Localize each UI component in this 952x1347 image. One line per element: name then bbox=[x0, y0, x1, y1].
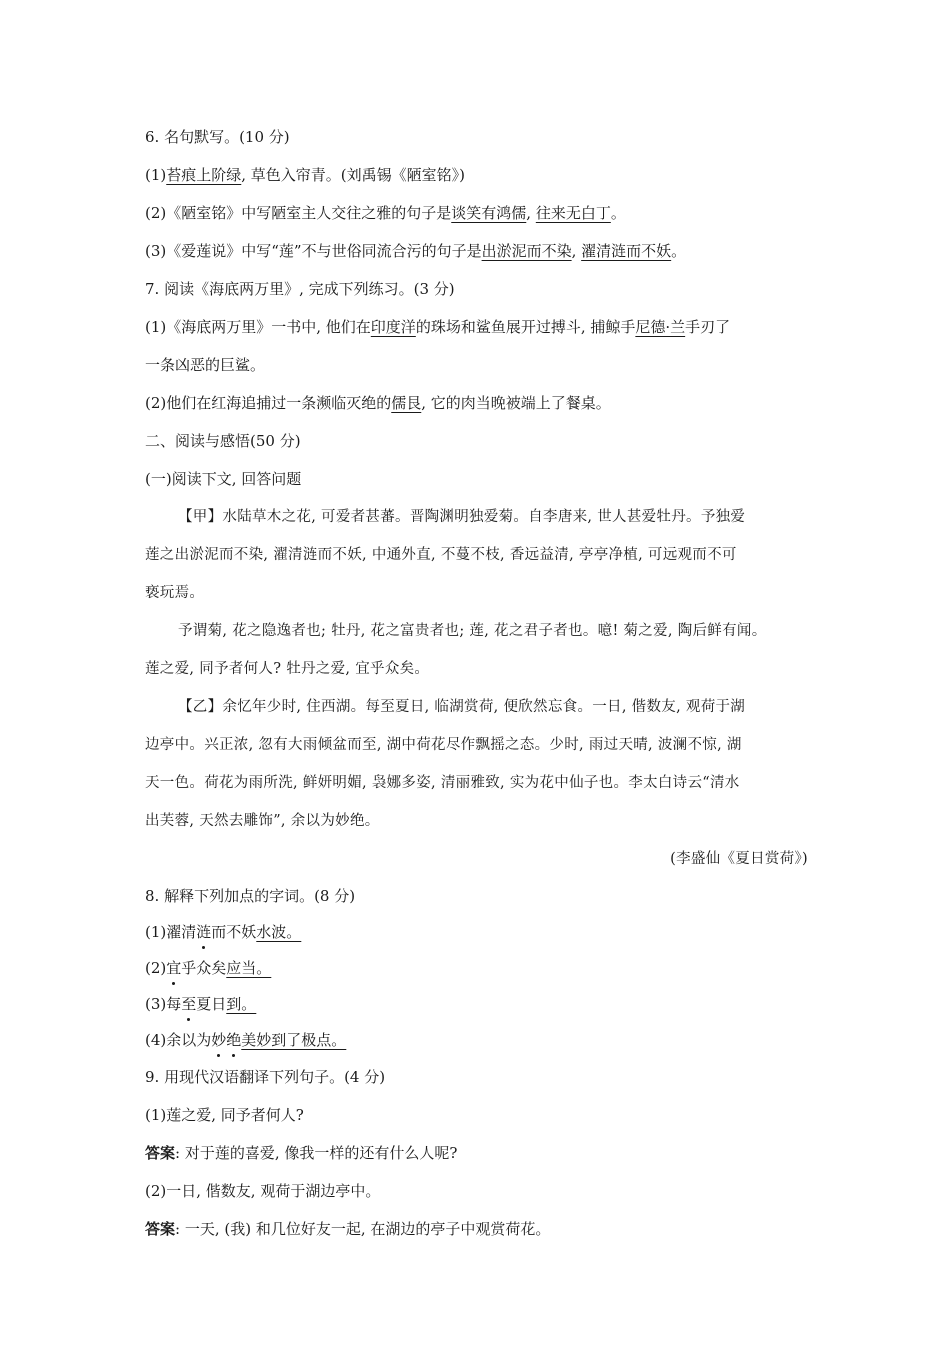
passage-jia-line-5: 莲之爱, 同予者何人? 牡丹之爱, 宜乎众矣。 bbox=[145, 661, 430, 677]
q7-item-1-prefix: (1)《海底两万里》一书中, 他们在 bbox=[145, 318, 371, 336]
q7-item-2-prefix: (2)他们在红海追捕过一条濒临灭绝的 bbox=[145, 394, 392, 412]
q9-answer-1 bbox=[145, 1134, 810, 1172]
q6-item-3-suffix: 。 bbox=[671, 242, 687, 260]
q6-item-3-sep: , bbox=[571, 242, 582, 260]
q7-item-1-continued: 一条凶恶的巨鲨。 bbox=[145, 356, 266, 374]
section-2-sub-1: (一)阅读下文, 回答问题 bbox=[145, 470, 302, 488]
q8-item-2-answer: 应当。 bbox=[226, 959, 272, 977]
q8-item-4-answer: 美妙到了极点。 bbox=[241, 1031, 347, 1049]
document-page bbox=[145, 118, 810, 1248]
q7-item-1-answer-b: 尼德·兰 bbox=[635, 318, 686, 336]
q8-item-3-dotted-word: 至 bbox=[181, 986, 196, 1022]
answer-label: 答案 bbox=[145, 1220, 176, 1238]
section-2-title: 二、阅读与感悟(50 分) bbox=[145, 432, 301, 450]
q8-item-2-suffix: 乎众矣 bbox=[181, 959, 227, 977]
q6-item-3 bbox=[145, 232, 810, 270]
q6-item-1-prefix: (1) bbox=[145, 166, 167, 184]
q9-answer-1-text: : 对于莲的喜爱, 像我一样的还有什么人呢? bbox=[175, 1144, 458, 1162]
q8-item-1-suffix: 而不妖 bbox=[211, 923, 257, 941]
q6-item-1-answer: 苔痕上阶绿 bbox=[166, 166, 242, 184]
q8-title: 8. 解释下列加点的字词。(8 分) bbox=[145, 887, 356, 905]
q8-item-1-answer: 水波。 bbox=[256, 923, 302, 941]
q8-item-4-dotted-word-a: 妙 bbox=[211, 1022, 226, 1058]
q8-item-3-answer: 到。 bbox=[226, 995, 257, 1013]
q6-item-1 bbox=[145, 156, 810, 194]
q6-item-2-suffix: 。 bbox=[610, 204, 626, 222]
passage-yi-line-1: 【乙】余忆年少时, 住西湖。每至夏日, 临湖赏荷, 便欣然忘食。一日, 偕数友, 观荷于湖 bbox=[178, 699, 746, 715]
q8-item-3-suffix: 夏日 bbox=[196, 995, 227, 1013]
q9-sentence-1: (1)莲之爱, 同予者何人? bbox=[145, 1106, 304, 1124]
q8-item-4 bbox=[145, 1022, 810, 1058]
q6-title: 6. 名句默写。(10 分) bbox=[145, 128, 290, 146]
q8-item-1-dotted-word: 涟 bbox=[196, 914, 211, 950]
q8-item-3 bbox=[145, 986, 810, 1022]
q9-sentence-2: (2)一日, 偕数友, 观荷于湖边亭中。 bbox=[145, 1182, 381, 1200]
q7-item-2 bbox=[145, 384, 810, 422]
q8-item-2-prefix: (2) bbox=[145, 959, 167, 977]
q6-item-2-prefix: (2)《陋室铭》中写陋室主人交往之雅的句子是 bbox=[145, 204, 452, 222]
q8-item-2 bbox=[145, 950, 810, 986]
q7-item-1-mid: 的珠场和鲨鱼展开过搏斗, 捕鲸手 bbox=[415, 318, 636, 336]
q7-item-1-suffix: 手刃了 bbox=[685, 318, 731, 336]
q8-item-2-dotted-word: 宜 bbox=[166, 950, 181, 986]
passage-jia-line-1: 【甲】水陆草木之花, 可爱者甚蕃。晋陶渊明独爱菊。自李唐来, 世人甚爱牡丹。予独爱 bbox=[178, 509, 746, 525]
q6-item-2-answer-a: 谈笑有鸿儒 bbox=[451, 204, 527, 222]
q8-item-3-prefix: (3)每 bbox=[145, 995, 182, 1013]
passage-source: (李盛仙《夏日赏荷》) bbox=[670, 851, 808, 867]
q8-item-4-dotted-word-b: 绝 bbox=[226, 1022, 241, 1058]
q6-item-1-suffix: , 草色入帘青。(刘禹锡《陋室铭》) bbox=[241, 166, 466, 184]
q6-item-3-prefix: (3)《爱莲说》中写“莲”不与世俗同流合污的句子是 bbox=[145, 242, 482, 260]
passage-jia-line-3: 亵玩焉。 bbox=[145, 585, 205, 601]
q8-item-1-prefix: (1)濯清 bbox=[145, 923, 197, 941]
q8-item-4-prefix: (4)余以为 bbox=[145, 1031, 212, 1049]
q7-title: 7. 阅读《海底两万里》, 完成下列练习。(3 分) bbox=[145, 280, 455, 298]
passage-jia-line-4: 予谓菊, 花之隐逸者也; 牡丹, 花之富贵者也; 莲, 花之君子者也。噫! 菊之爱, 陶后鲜有闻。 bbox=[178, 623, 767, 639]
q7-item-2-suffix: , 它的肉当晚被端上了餐桌。 bbox=[421, 394, 611, 412]
passage-jia-line-2: 莲之出淤泥而不染, 濯清涟而不妖, 中通外直, 不蔓不枝, 香远益清, 亭亭净植, 可远观而不可 bbox=[145, 547, 737, 563]
q7-item-1-answer-a: 印度洋 bbox=[370, 318, 416, 336]
q6-item-2 bbox=[145, 194, 810, 232]
q8-block bbox=[145, 878, 810, 1058]
passage-yi-line-2: 边亭中。兴正浓, 忽有大雨倾盆而至, 湖中荷花尽作飘摇之态。少时, 雨过天晴, 波澜不惊, 湖 bbox=[145, 737, 742, 753]
q7-item-1 bbox=[145, 308, 810, 346]
passage-yi-line-3: 天一色。荷花为雨所洗, 鲜妍明媚, 袅娜多姿, 清丽雅致, 实为花中仙子也。李太白诗云“清水 bbox=[145, 775, 740, 791]
q6-item-3-answer-a: 出淤泥而不染 bbox=[481, 242, 572, 260]
q6-item-2-sep: , bbox=[526, 204, 536, 222]
q9-answer-2 bbox=[145, 1210, 810, 1248]
q7-item-2-answer: 儒艮 bbox=[391, 394, 422, 412]
q8-item-1 bbox=[145, 914, 810, 950]
passage-yi-line-4: 出芙蓉, 天然去雕饰”, 余以为妙绝。 bbox=[145, 813, 380, 829]
q9-answer-2-text: : 一天, (我) 和几位好友一起, 在湖边的亭子中观赏荷花。 bbox=[175, 1220, 551, 1238]
q9-title: 9. 用现代汉语翻译下列句子。(4 分) bbox=[145, 1068, 386, 1086]
q6-item-3-answer-b: 濯清涟而不妖 bbox=[581, 242, 672, 260]
answer-label: 答案 bbox=[145, 1144, 176, 1162]
q6-item-2-answer-b: 往来无白丁 bbox=[535, 204, 611, 222]
